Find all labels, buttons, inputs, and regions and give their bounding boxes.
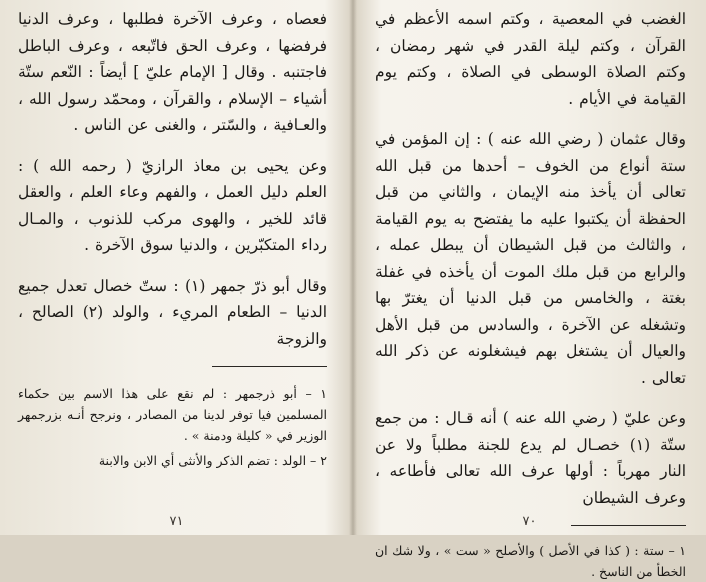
left-paragraph-2: وعن يحيى بن معاذ الرازيّ ( رحمه الله ) : العلم دليل العمل ، والفهم وعاء العلم ، والعقل قائد للخير ، والهوى مركب للذنوب ، والمـال رداء المتكبّرين ، والدنيا سوق الآخرة . <box>18 156 327 254</box>
left-footnote-1: ١ – أبو ذرجمهر : لم نقع على هذا الاسم بين حكماء المسلمين فيا توفر لدينا من المصادر ، ونرجح أنـه بزرجمهر الوزير في « كليلة ودمنة » . <box>18 386 327 443</box>
left-paragraph-1: فعصاه ، وعرف الآخرة فطلبها ، وعرف الدنيا فرفضها ، وعرف الحق فاتّبعه ، وعرف الباطل فاجتنبه . وقال [ الإمام عليّ ] أيضاً : النّعم ستّة أشياء – الإسلام ، والقرآن ، ومحمّد رسول الله ، والعـافية ، والسّتر ، والغنى عن الناس . <box>18 10 327 134</box>
right-page-number: ٧٠ <box>522 514 537 529</box>
footnote-separator <box>212 366 327 367</box>
left-footnote-2: ٢ – الولد : تضم الذكر والأنثى أي الابن والابنة <box>98 453 327 468</box>
left-page <box>0 0 353 535</box>
left-paragraph-3: وقال أبو ذرّ جمهر (١) : ستّ خصال تعدل جميع الدنيا – الطعام المريء ، والولد (٢) الصالح ، والزوجة <box>18 276 328 348</box>
right-footnote-1: ١ – ستة : ( كذا في الأصل ) والأصلح « ست » ، ولا شك ان الخطأ من الناسخ . <box>375 543 686 579</box>
right-paragraph-1: الغضب في المعصية ، وكتم اسمه الأعظم في القرآن ، وكتم ليلة القدر في شهر رمضان ، وكتم الصلاة الوسطى في الصلاة ، وكتم يوم القيامة في الأيام . <box>375 10 686 108</box>
right-page <box>353 0 706 579</box>
left-page-number: ٧١ <box>169 514 184 529</box>
right-paragraph-3: وعن عليّ ( رضي الله عنه ) أنه قـال : من جمع ستّة (١) خصـال لم يدع للجنة مطلباً ولا عن النار مهرباً : أولها عرف الله تعالى فأطاعه ، وعرف الشيطان <box>375 409 686 507</box>
right-paragraph-2: وقال عثمان ( رضي الله عنه ) : إن المؤمن في ستة أنواع من الخوف – أحدها من قبل الله تعالى أن يأخذ منه الإيمان ، والثاني من قبل الحفظة أن يكتبوا عليه ما يفتضح به يوم القيامة ، والثالث من قبل الشيطان أن يبطل عمله ، والرابع من قبل ملك الموت أن يأخذه في غفلة بغتة ، والخامس من قبل الدنيا أن يغترّ بها وتشغله عن الآخرة ، والسادس من قبل الأهل والعيال أن يشتغل بهم فيشغلونه عن ذكر الله تعالى . <box>375 130 686 387</box>
